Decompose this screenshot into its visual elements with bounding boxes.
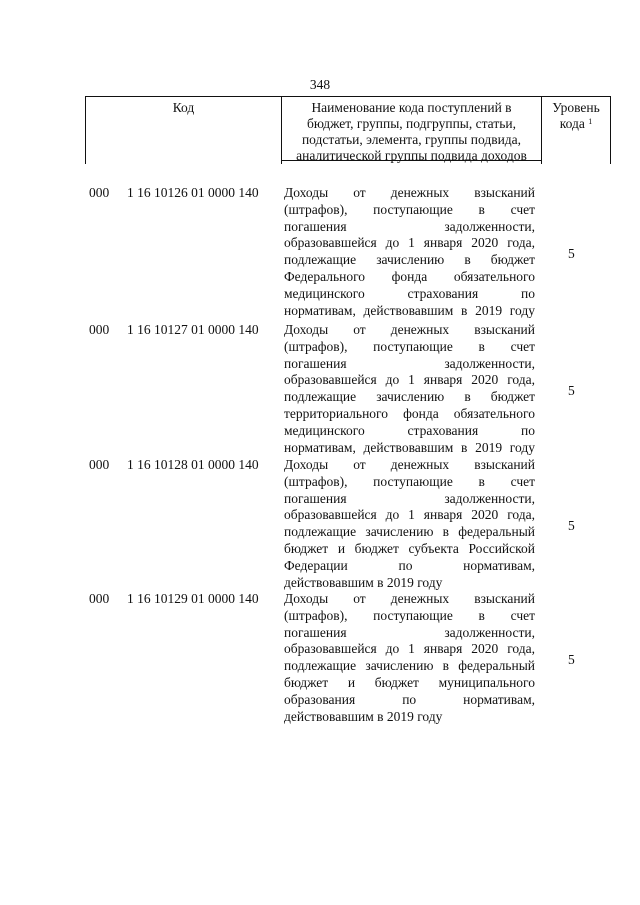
header-code-column [86, 97, 282, 164]
description-line: действовавшим в 2019 году [284, 708, 443, 724]
code-level: 5 [568, 518, 575, 533]
admin-code: 000 [89, 185, 110, 200]
header-name-column [282, 97, 542, 164]
description-line: образования по нормативам, [284, 691, 535, 707]
description-line: медицинского страхования по [284, 422, 535, 438]
revenue-description [284, 322, 535, 456]
description-line: подлежащие зачислению в бюджет [284, 252, 535, 268]
header-name-line: аналитической группы подвида доходов [296, 148, 527, 163]
description-line: (штрафов), поступающие в счет [284, 473, 535, 489]
code-level: 5 [568, 383, 575, 398]
revenue-code: 1 16 10126 01 0000 140 [127, 185, 259, 200]
description-line: подлежащие зачислению в бюджет [284, 389, 535, 405]
revenue-code: 1 16 10127 01 0000 140 [127, 322, 259, 337]
description-line: действовавшим в 2019 году [284, 574, 443, 590]
revenue-description [284, 591, 535, 725]
description-line: нормативам, действовавшим в 2019 году [284, 439, 535, 455]
page-number: 348 [309, 77, 331, 92]
description-line: погашения задолженности, [284, 218, 535, 234]
header-level-line2 [542, 116, 610, 132]
admin-code: 000 [89, 322, 110, 337]
description-line: погашения задолженности, [284, 490, 535, 506]
description-line: подлежащие зачислению в федеральный [284, 524, 535, 540]
description-line: (штрафов), поступающие в счет [284, 338, 535, 354]
code-level: 5 [568, 652, 575, 667]
header-level-word: кода [559, 116, 585, 131]
header-code-label: Код [172, 100, 195, 115]
description-line: Доходы от денежных взысканий [284, 591, 535, 606]
description-line: подлежащие зачислению в федеральный [284, 658, 535, 674]
description-line: погашения задолженности, [284, 355, 535, 371]
description-line: территориального фонда обязательного [284, 405, 535, 421]
header-name-line: бюджет, группы, подгруппы, статьи, [307, 116, 516, 131]
description-line: Федерального фонда обязательного [284, 268, 535, 284]
code-level: 5 [568, 246, 575, 261]
header-level-line1: Уровень [552, 100, 600, 115]
revenue-description [284, 185, 535, 319]
description-line: медицинского страхования по [284, 285, 535, 301]
description-line: нормативам, действовавшим в 2019 году [284, 302, 535, 318]
description-line: Федерации по нормативам, [284, 557, 535, 573]
description-line: образовавшейся до 1 января 2020 года, [284, 235, 535, 251]
revenue-description [284, 457, 535, 591]
footnote-mark: 1 [588, 117, 593, 126]
revenue-code: 1 16 10128 01 0000 140 [127, 457, 259, 472]
description-line: бюджет и бюджет субъекта Российской [284, 540, 535, 556]
header-name-line: подстатьи, элемента, группы подвида, [301, 132, 522, 147]
description-line: погашения задолженности, [284, 624, 535, 640]
description-line: Доходы от денежных взысканий [284, 322, 535, 337]
revenue-code: 1 16 10129 01 0000 140 [127, 591, 259, 606]
description-line: Доходы от денежных взысканий [284, 457, 535, 472]
admin-code: 000 [89, 457, 110, 472]
description-line: бюджет и бюджет муниципального [284, 674, 535, 690]
header-name-line: Наименование кода поступлений в [311, 100, 512, 115]
header-name-underline [282, 160, 542, 161]
description-line: образовавшейся до 1 января 2020 года, [284, 641, 535, 657]
description-line: (штрафов), поступающие в счет [284, 607, 535, 623]
description-line: (штрафов), поступающие в счет [284, 201, 535, 217]
description-line: образовавшейся до 1 января 2020 года, [284, 507, 535, 523]
header-level-column [542, 97, 610, 164]
description-line: образовавшейся до 1 января 2020 года, [284, 372, 535, 388]
admin-code: 000 [89, 591, 110, 606]
description-line: Доходы от денежных взысканий [284, 185, 535, 200]
table-header [85, 96, 611, 164]
